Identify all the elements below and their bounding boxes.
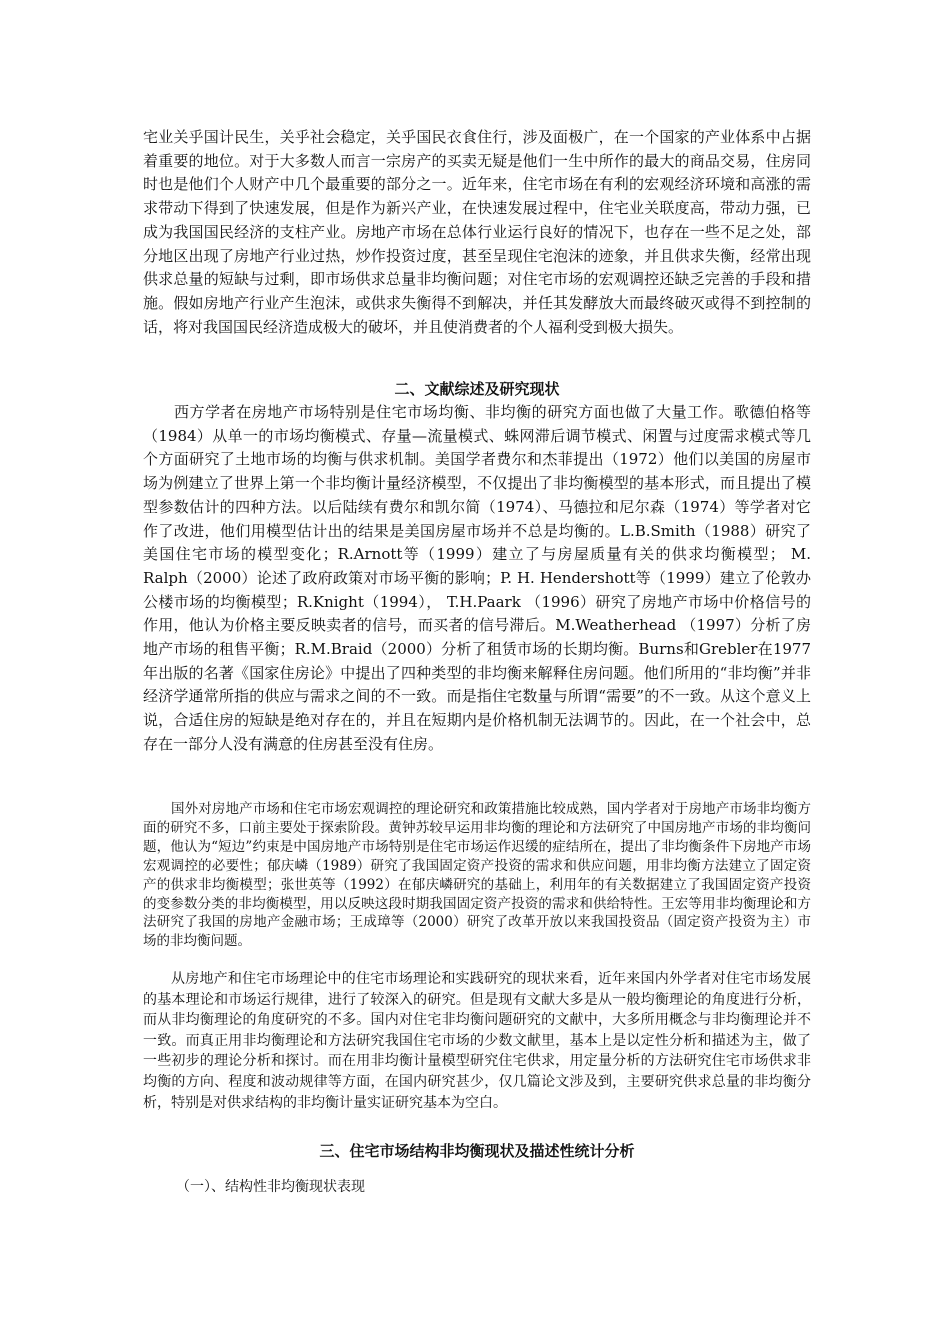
section-heading-literature-review: 二、文献综述及研究现状 bbox=[394, 380, 560, 398]
western-research-paragraph: 西方学者在房地产市场特别是住宅市场均衡、非均衡的研究方面也做了大量工作。歌德伯格等（1984）从单一的市场均衡模式、存量—流量模式、蛛网滞后调节模式、闲置与过度需求模式等几个方面研究了土地市场的均衡与供求机制。美国学者费尔和杰菲提出（1972）他们以美国的房屋市场为例建立了世界上第一个非均衡计量经济模型，不仅提出了非均衡模型的基本形式，而且提出了模型参数估计的四种方法。以后陆续有费尔和凯尔简（1974）、马德拉和尼尔森（1974）等学者对它作了改进，他们用模型估计出的结果是美国房屋市场并不总是均衡的。L.B.Smith（1988）研究了美国住宅市场的模型变化；R.Arnott等（1999）建立了与房屋质量有关的供求均衡模型； M. Ralph（2000）论述了政府政策对市场平衡的影响；P. H. Hendershott等（1999）建立了伦敦办公楼市场的均衡模型；R.Knight（1994）， T.H.Paark （1996）研究了房地产市场中价格信号的作用，他认为价格主要反映卖者的信号，而买者的信号滞后。M.Weatherhead （1997）分析了房地产市场的租售平衡；R.M.Braid（2000）分析了租赁市场的长期均衡。Burns和Grebler在1977年出版的名著《国家住房论》中提出了四种类型的非均衡来解释住房问题。他们所用的“非均衡”并非经济学通常所指的供应与需求之间的不一致。而是指住宅数量与所谓“需要”的不一致。从这个意义上说，合适住房的短缺是绝对存在的，并且在短期内是价格机制无法调节的。因此，在一个社会中，总存在一部分人没有满意的住房甚至没有住房。 bbox=[143, 403, 811, 753]
section-heading-structural-imbalance: 三、住宅市场结构非均衡现状及描述性统计分析 bbox=[319, 1142, 635, 1160]
subsection-heading: （一）、结构性非均衡现状表现 bbox=[176, 1179, 365, 1195]
intro-paragraph: 宅业关乎国计民生，关乎社会稳定，关乎国民衣食住行，涉及面极广，在一个国家的产业体系中占据着重要的地位。对于大多数人而言一宗房产的买卖无疑是他们一生中所作的最大的商品交易，住房同时也是他们个人财产中几个最重要的部分之一。近年来，住宅市场在有利的宏观经济环境和高涨的需求带动下得到了快速发展，但是作为新兴产业，在快速发展过程中，住宅业关联度高，带动力强，已成为我国国民经济的支柱产业。房地产市场在总体行业运行良好的情况下，也存在一些不足之处，部分地区出现了房地产行业过热，炒作投资过度，甚至呈现住宅泡沫的迹象，并且供求失衡，经常出现供求总量的短缺与过剩，即市场供求总量非均衡问题；对住宅市场的宏观调控还缺乏完善的手段和措施。假如房地产行业产生泡沫，或供求失衡得不到解决，并任其发酵放大而最终破灭或得不到控制的话，将对我国国民经济造成极大的破坏，并且使消费者的个人福利受到极大损失。 bbox=[143, 128, 811, 336]
domestic-research-paragraph: 国外对房地产市场和住宅市场宏观调控的理论研究和政策措施比较成熟，国内学者对于房地产市场非均衡方面的研究不多，口前主要处于探索阶段。黄钟苏较早运用非均衡的理论和方法研究了中国房地产市场的非均衡问题，他认为“短边”约束是中国房地产市场特别是住宅市场运作迟缓的症结所在，提出了非均衡条件下房地产市场宏观调控的必要性；郁庆嶙（1989）研究了我国固定资产投资的需求和供应问题，用非均衡方法建立了固定资产的供求非均衡模型；张世英等（1992）在郁庆嶙研究的基础上，利用年的有关数据建立了我国固定资产投资的变参数分类的非均衡模型，用以反映这段时期我国固定资产投资的需求和供给特性。王宏等用非均衡理论和方法研究了我国的房地产金融市场；王成璋等（2000）研究了改革开放以来我国投资品（固定资产投资为主）市场的非均衡问题。 bbox=[143, 801, 811, 950]
research-status-paragraph: 从房地产和住宅市场理论中的住宅市场理论和实践研究的现状来看，近年来国内外学者对住宅市场发展的基本理论和市场运行规律，进行了较深入的研究。但是现有文献大多是从一般均衡理论的角度进行分析，而从非均衡理论的角度研究的不多。国内对住宅非均衡问题研究的文献中，大多所用概念与非均衡理论并不一致。而真正用非均衡理论和方法研究我国住宅市场的少数文献里，基本上是以定性分析和描述为主，做了一些初步的理论分析和探讨。而在用非均衡计量模型研究住宅供求，用定量分析的方法研究住宅市场供求非均衡的方向、程度和波动规律等方面，在国内研究甚少，仅几篇论文涉及到，主要研究供求总量的非均衡分析，特别是对供求结构的非均衡计量实证研究基本为空白。 bbox=[143, 971, 811, 1111]
